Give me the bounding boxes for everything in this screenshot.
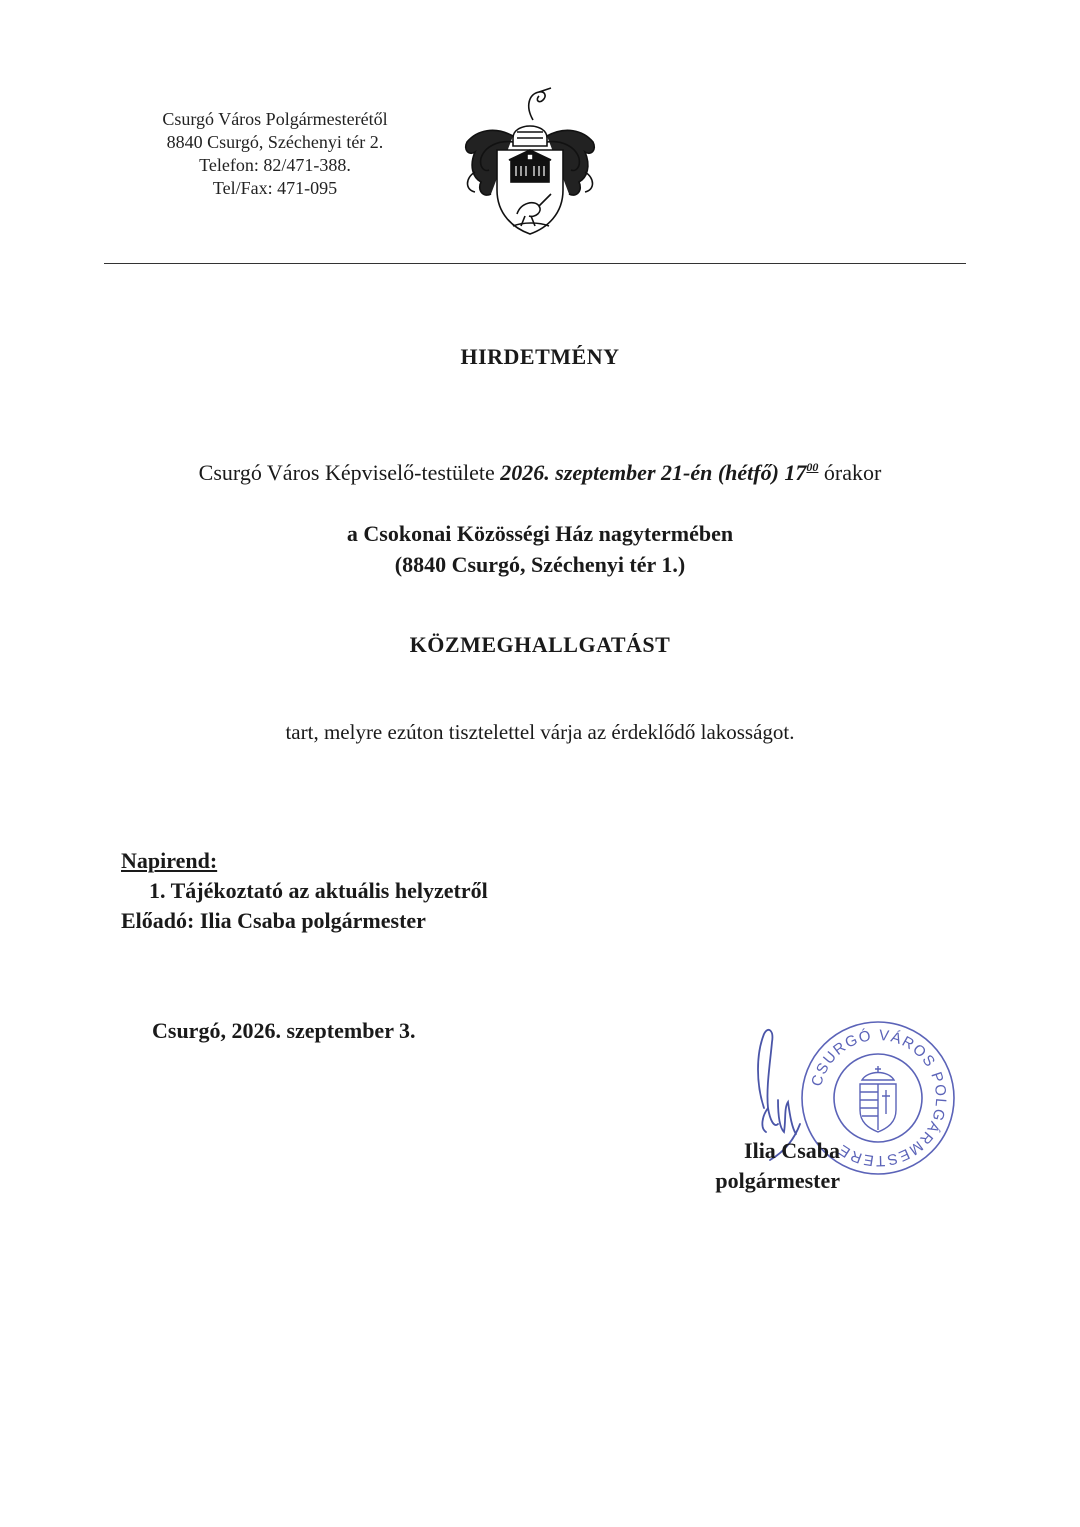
agenda-heading: Napirend: [121,848,218,873]
event-type: KÖZMEGHALLGATÁST [409,632,671,657]
office-fax: Tel/Fax: 471-095 [212,178,338,198]
signatory [700,1136,840,1196]
header-divider [104,263,966,264]
announcement-line [0,460,1080,486]
invitation-text: tart, melyre ezúton tisztelettel várja az érdeklődő lakosságot. [285,720,795,744]
office-name: Csurgó Város Polgármesterétől [162,109,388,129]
coat-of-arms-icon [455,86,605,238]
meeting-place [0,518,1080,580]
office-address: 8840 Csurgó, Széchenyi tér 2. [166,132,384,152]
council-name: Csurgó Város Képviselő-testülete [198,460,495,485]
date-place: Csurgó, 2026. szeptember 3. [152,1018,416,1043]
agenda-item: 1. Tájékoztató az aktuális helyzetről [149,878,488,903]
meeting-minutes: 00 [806,460,819,474]
venue-name: a Csokonai Közösségi Ház nagytermében [346,521,734,546]
agenda-presenter: Előadó: Ilia Csaba polgármester [121,908,426,933]
document-title: HIRDETMÉNY [460,344,620,369]
agenda [121,846,488,936]
office-phone: Telefon: 82/471-388. [199,155,351,175]
signer-name: Ilia Csaba [744,1138,840,1163]
meeting-datetime: 2026. szeptember 21-én (hétfő) 17 [500,460,807,485]
venue-address: (8840 Csurgó, Széchenyi tér 1.) [394,552,686,577]
signer-role: polgármester [715,1168,840,1193]
stamp-text: CSURGÓ VÁROS POLGÁRMESTERE [808,1026,950,1170]
time-suffix: órakor [823,460,882,485]
letterhead-address [120,108,430,200]
